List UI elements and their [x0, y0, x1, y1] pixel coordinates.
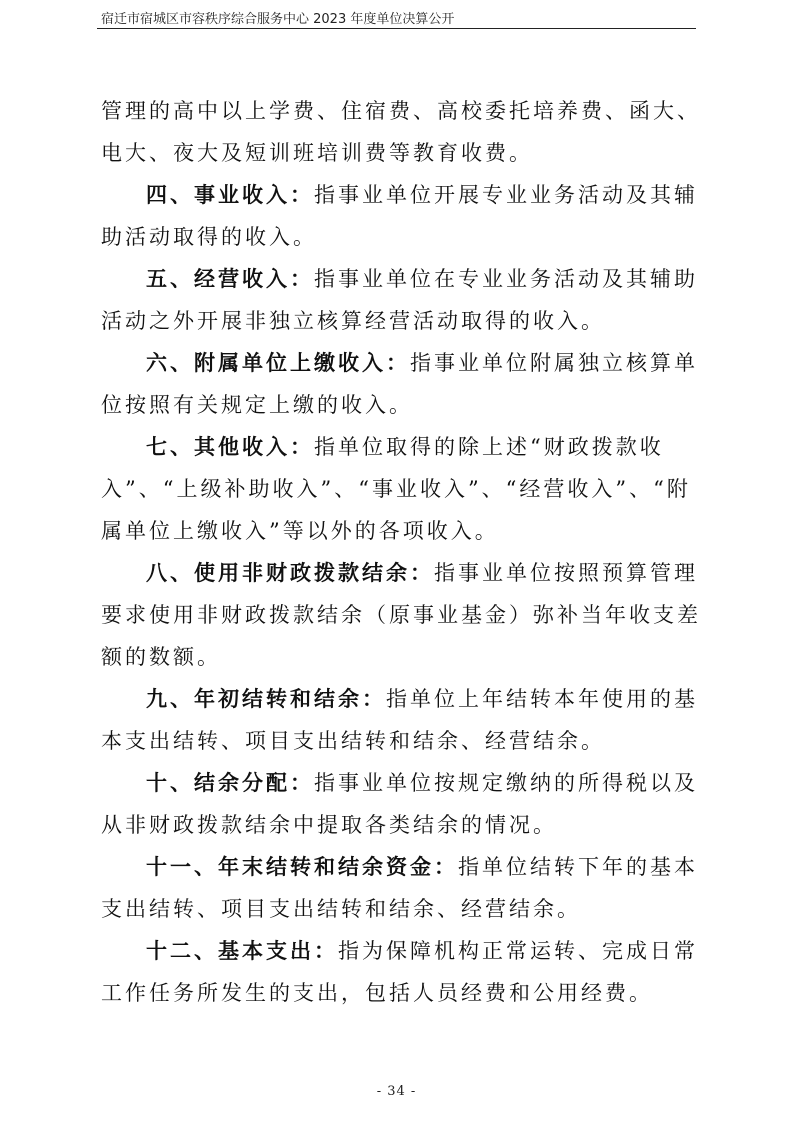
paragraph-text: 管理的高中以上学费、住宿费、高校委托培养费、函大、电大、夜大及短训班培训费等教育收费。 [101, 99, 701, 165]
definition-item-basic-expenditure [101, 930, 701, 1014]
definition-text: 指事业单位开展专业业务活动及其辅助活动取得的收入。 [101, 183, 698, 249]
page-number: - 34 - [376, 1084, 417, 1099]
definition-term: 十一、年末结转和结余资金： [146, 855, 458, 879]
definition-term: 十二、基本支出： [146, 939, 338, 963]
running-header: 宿迁市宿城区市容秩序综合服务中心 2023 年度单位决算公开 [101, 12, 455, 27]
definition-term: 九、年初结转和结余： [146, 687, 386, 711]
definition-term: 七、其他收入： [146, 435, 314, 459]
definition-item-non-fiscal-surplus [101, 552, 701, 678]
definition-term: 十、结余分配： [146, 771, 314, 795]
document-body [101, 90, 701, 1014]
definition-item-surplus-distribution [101, 762, 701, 846]
definition-item-business-income [101, 174, 701, 258]
definition-item-operating-income [101, 258, 701, 342]
definition-term: 四、事业收入： [146, 183, 314, 207]
definition-term: 五、经营收入： [146, 267, 314, 291]
definition-text: 指事业单位按规定缴纳的所得税以及从非财政拨款结余中提取各类结余的情况。 [101, 771, 698, 837]
definition-text: 指事业单位附属独立核算单位按照有关规定上缴的收入。 [101, 351, 698, 417]
definition-text: 指事业单位在专业业务活动及其辅助活动之外开展非独立核算经营活动取得的收入。 [101, 267, 698, 333]
definition-item-subsidiary-income [101, 342, 701, 426]
definition-text: 指单位取得的除上述“财政拨款收入”、“上级补助收入”、“事业收入”、“经营收入”、“附属单位上缴收入”等以外的各项收入。 [101, 435, 691, 543]
definition-term: 六、附属单位上缴收入： [146, 351, 410, 375]
definition-text: 指事业单位按照预算管理要求使用非财政拨款结余（原事业基金）弥补当年收支差额的数额。 [101, 561, 701, 669]
definition-text: 指单位上年结转本年使用的基本支出结转、项目支出结转和结余、经营结余。 [101, 687, 698, 753]
paragraph-continuation [101, 90, 701, 174]
definition-text: 指单位结转下年的基本支出结转、项目支出结转和结余、经营结余。 [101, 855, 698, 921]
definition-term: 八、使用非财政拨款结余： [146, 561, 434, 585]
header-divider [97, 28, 696, 29]
definition-item-closing-carryover [101, 846, 701, 930]
definition-text: 指为保障机构正常运转、完成日常工作任务所发生的支出，包括人员经费和公用经费。 [101, 939, 698, 1005]
definition-item-other-income [101, 426, 701, 552]
definition-item-opening-carryover [101, 678, 701, 762]
